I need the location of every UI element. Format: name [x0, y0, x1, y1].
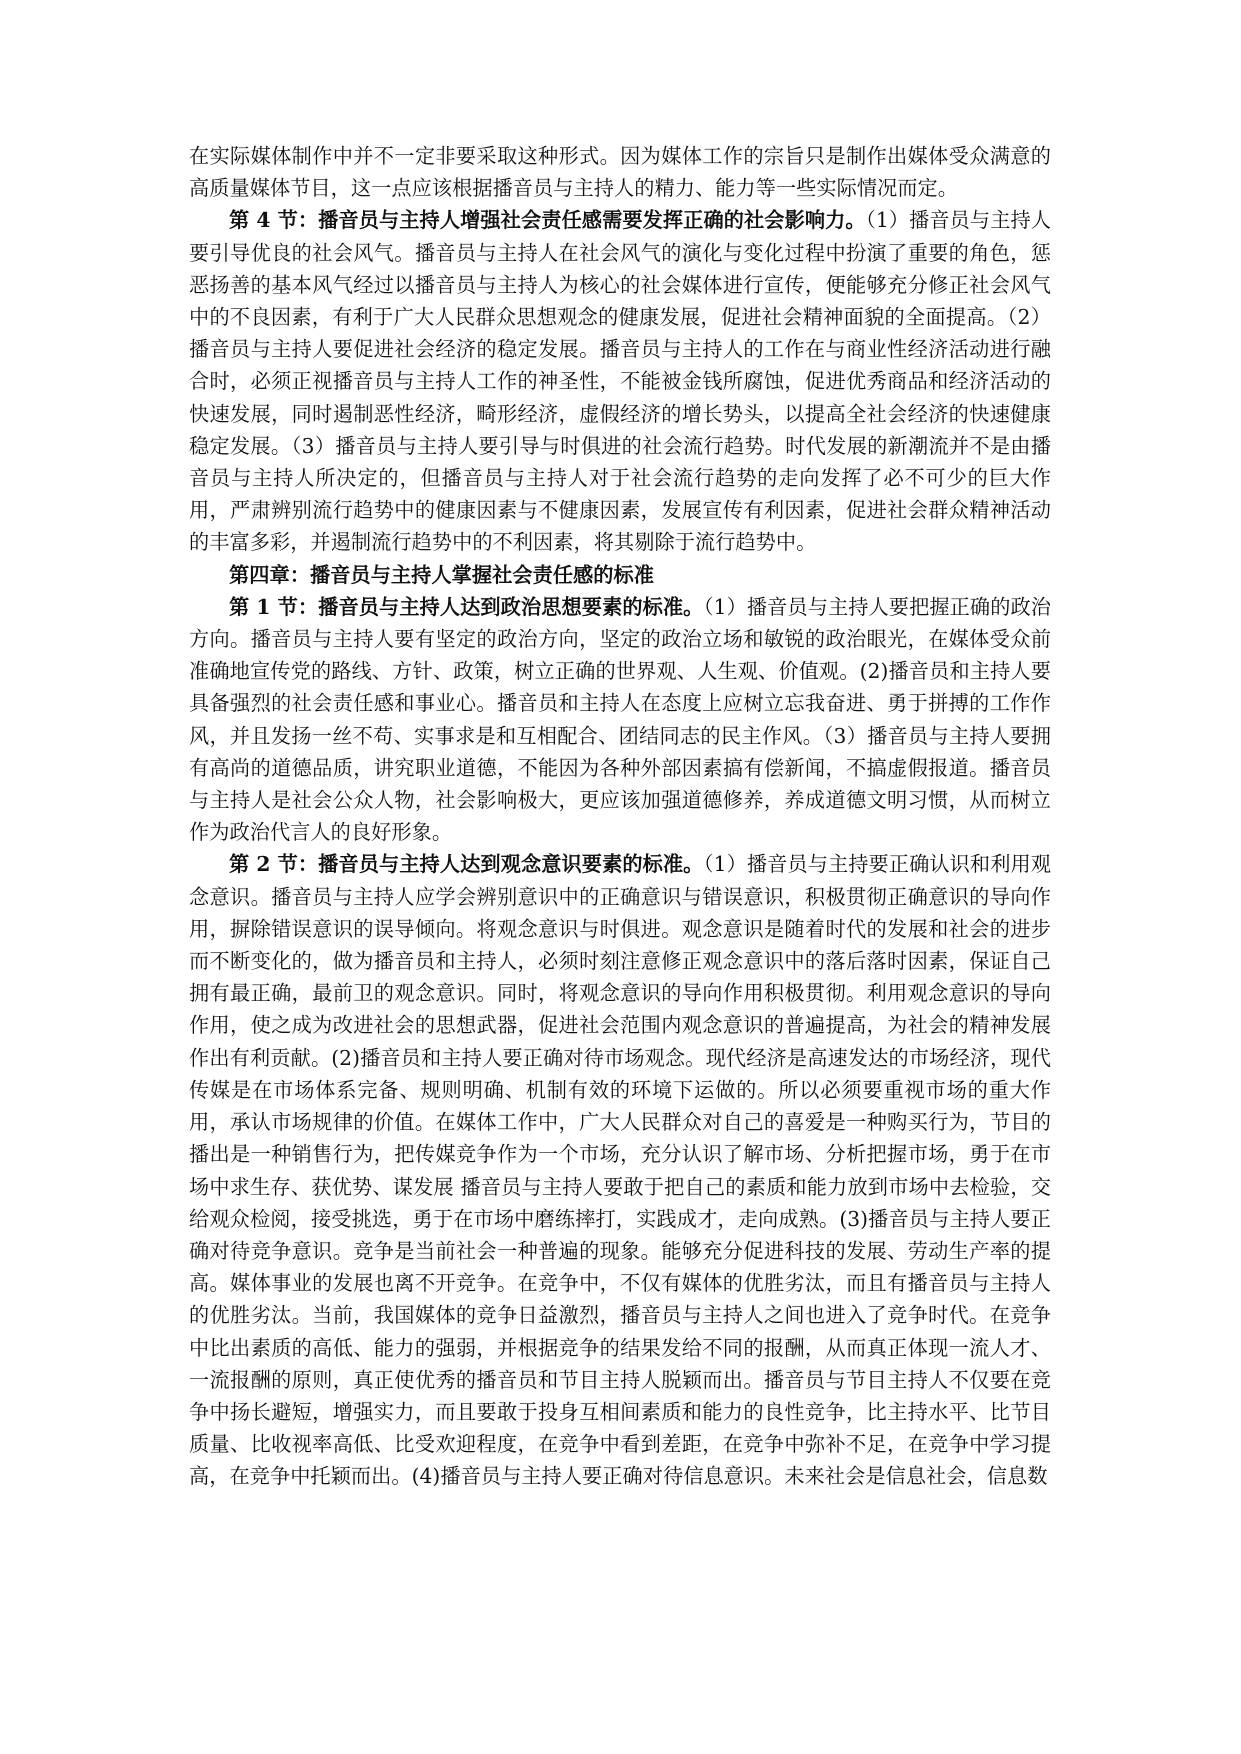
section-2-body: （1）播音员与主持要正确认识和利用观念意识。播音员与主持人应学会辨别意识中的正确意识与错误意识，积极贯彻正确意识的导向作用，摒除错误意识的误导倾向。将观念意识与时俱进。观念意识是随着时代的发展和社会的进步而不断变化的，做为播音员和主持人，必须时刻注意修正观念意识中的落后落时因素，保证自己拥有最正确，最前卫的观念意识。同时，将观念意识的导向作用积极贯彻。利用观念意识的导向作用，使之成为改进社会的思想武器，促进社会范围内观念意识的普遍提高，为社会的精神发展作出有利贡献。(2)播音员和主持人要正确对待市场观念。现代经济是高速发达的市场经济，现代传媒是在市场体系完备、规则明确、机制有效的环境下运做的。所以必须要重视市场的重大作用，承认市场规律的价值。在媒体工作中，广大人民群众对自己的喜爱是一种购买行为，节目的播出是一种销售行为，把传媒竞争作为一个市场，充分认识了解市场、分析把握市场，勇于在市场中求生存、获优势、谋发展 播音员与主持人要敢于把自己的素质和能力放到市场中去检验，交给观众检阅，接受挑选，勇于在市场中磨练摔打，实践成才，走向成熟。(3)播音员与主持人要正确对待竞争意识。竞争是当前社会一种普遍的现象。能够充分促进科技的发展、劳动生产率的提高。媒体事业的发展也离不开竞争。在竞争中，不仅有媒体的优胜劣汰，而且有播音员与主持人的优胜劣汰。当前，我国媒体的竞争日益激烈，播音员与主持人之间也进入了竞争时代。在竞争中比出素质的高低、能力的强弱，并根据竞争的结果发给不同的报酬，从而真正体现一流人才、一流报酬的原则，真正使优秀的播音员和节目主持人脱颖而出。播音员与节目主持人不仅要在竞争中扬长避短，增强实力，而且要敢于投身互相间素质和能力的良性竞争，比主持水平、比节目质量、比收视率高低、比受欢迎程度，在竞争中看到差距，在竞争中弥补不足，在竞争中学习提高，在竞争中托颖而出。(4)播音员与主持人要正确对待信息意识。未来社会是信息社会，信息数	[189, 852, 1051, 1489]
section-4-heading: 第 4 节：播音员与主持人增强社会责任感需要发挥正确的社会影响力。	[229, 208, 866, 233]
section-1-heading: 第 1 节：播音员与主持人达到政治思想要素的标准。	[229, 594, 704, 619]
section-4-body: （1）播音员与主持人要引导优良的社会风气。播音员与主持人在社会风气的演化与变化过程中扮演了重要的角色，惩恶扬善的基本风气经过以播音员与主持人为核心的社会媒体进行宣传，便能够充分修正社会风气中的不良因素，有利于广大人民群众思想观念的健康发展，促进社会精神面貌的全面提高。（2）播音员与主持人要促进社会经济的稳定发展。播音员与主持人的工作在与商业性经济活动进行融合时，必须正视播音员与主持人工作的神圣性，不能被金钱所腐蚀，促进优秀商品和经济活动的快速发展，同时遏制恶性经济，畸形经济，虚假经济的增长势头，以提高全社会经济的快速健康稳定发展。（3）播音员与主持人要引导与时俱进的社会流行趋势。时代发展的新潮流并不是由播音员与主持人所决定的，但播音员与主持人对于社会流行趋势的走向发挥了必不可少的巨大作用，严肃辨别流行趋势中的健康因素与不健康因素，发展宣传有利因素，促进社会群众精神活动的丰富多彩，并遏制流行趋势中的不利因素，将其剔除于流行趋势中。	[189, 208, 1051, 555]
paragraph-intro: 在实际媒体制作中并不一定非要采取这种形式。因为媒体工作的宗旨只是制作出媒体受众满意的高质量媒体节目，这一点应该根据播音员与主持人的精力、能力等一些实际情况而定。	[189, 144, 1051, 201]
paragraph-section-2	[189, 848, 1051, 1492]
chapter-title: 第四章：播音员与主持人掌握社会责任感的标准	[229, 562, 654, 587]
document-page	[189, 140, 1051, 1493]
section-2-heading: 第 2 节：播音员与主持人达到观念意识要素的标准。	[229, 852, 704, 877]
paragraph-section-4	[189, 204, 1051, 558]
section-1-body: （1）播音员与主持人要把握正确的政治方向。播音员与主持人要有坚定的政治方向，坚定的政治立场和敏锐的政治眼光，在媒体受众前准确地宣传党的路线、方针、政策，树立正确的世界观、人生观、价值观。(2)播音员和主持人要具备强烈的社会责任感和事业心。播音员和主持人在态度上应树立忘我奋进、勇于拼搏的工作作风，并且发扬一丝不苟、实事求是和互相配合、团结同志的民主作风。（3）播音员与主持人要拥有高尚的道德品质，讲究职业道德，不能因为各种外部因素搞有偿新闻，不搞虚假报道。播音员与主持人是社会公众人物，社会影响极大，更应该加强道德修养，养成道德文明习惯，从而树立作为政治代言人的良好形象。	[189, 594, 1051, 845]
paragraph-section-1	[189, 591, 1051, 849]
